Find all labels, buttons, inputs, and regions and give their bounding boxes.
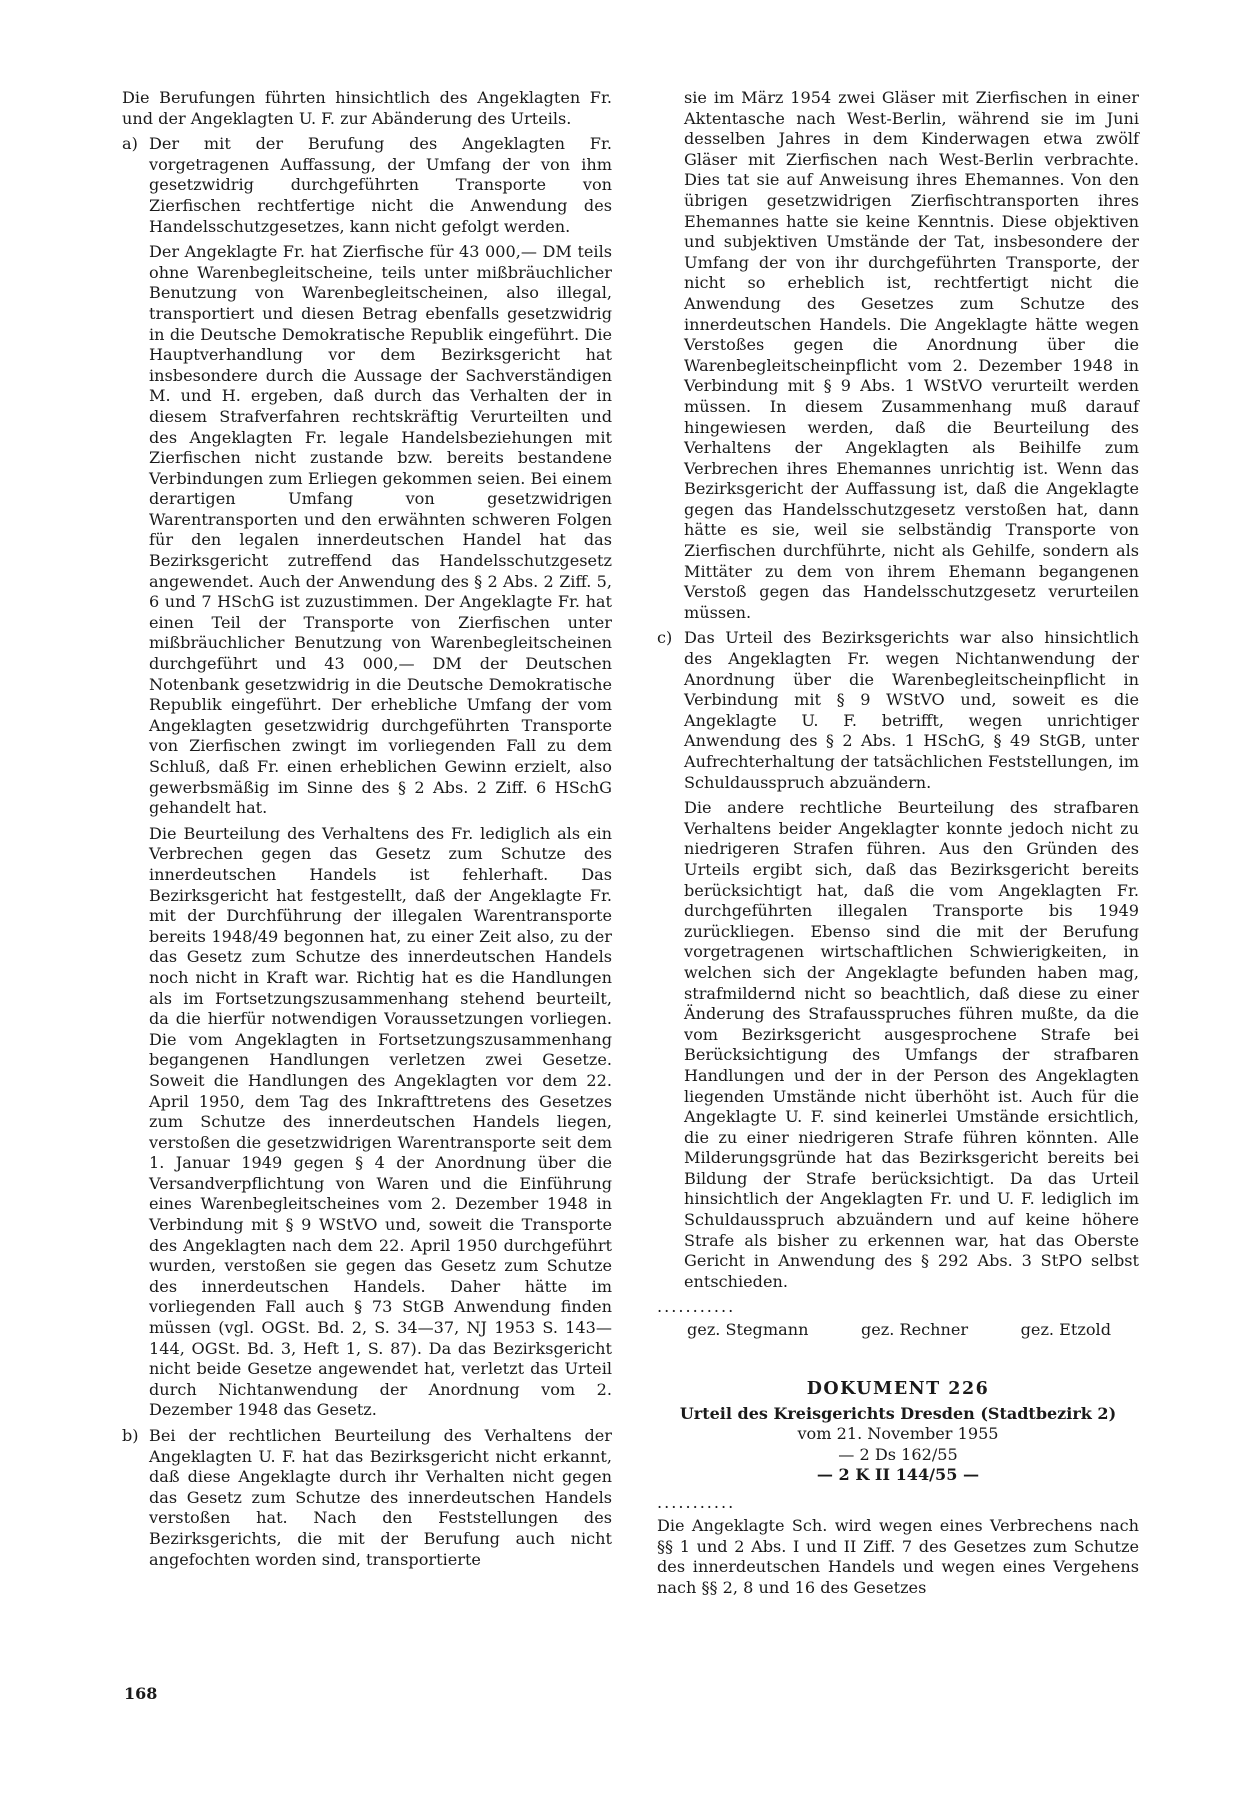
item-b-continuation — [684, 88, 1139, 623]
closing-paragraph: Die andere rechtliche Beurteilung des strafbaren Verhaltens beider Angeklagter konnte jedoch nicht zu niedrigeren Strafen führen. Aus den Gründen des Urteils ergibt sich, daß das Bezirksgericht bereits berücksichtigt hat, daß die vom Angeklagten Fr. durchgeführten illegalen Transporte bis 1949 zurückliegen. Ebenso sind die mit der Berufung vorgetragenen wirtschaftlichen Schwierigkeiten, in welchen sich der Angeklagte befunden haben mag, strafmildernd nicht so beachtlich, daß diese zu einer Änderung des Strafausspruches führen mußte, da die vom Bezirksgericht ausgesprochene Strafe bei Berücksichtigung des Umfangs der strafbaren Handlungen und der in der Person des Angeklagten liegenden Umstände nicht überhöht ist. Auch für die Angeklagte U. F. sind keinerlei Umstände ersichtlich, die zu einer niedrigeren Strafe führen könnten. Alle Milderungsgründe hat das Bezirksgericht bereits bei Bildung der Strafe berücksichtigt. Da das Urteil hinsichtlich der Angeklagten Fr. und U. F. lediglich im Schuldausspruch abzuändern und auf keine höhere Strafe als bisher zu erkennen war, hat das Oberste Gericht in Anwendung des § 292 Abs. 3 StPO selbst entschieden. — [684, 798, 1139, 1291]
signature-line — [657, 1320, 1139, 1341]
document-subtitle: Urteil des Kreisgerichts Dresden (Stadtbezirk 2) — [679, 1403, 1117, 1423]
ellipsis-divider-1: ........... — [657, 1297, 736, 1317]
document-title: DOKUMENT 226 — [806, 1379, 990, 1400]
item-c-paragraph-1: Das Urteil des Bezirksgerichts war also hinsichtlich des Angeklagten Fr. wegen Nichtanwendung der Anordnung über die Warenbegleitscheinpflicht in Verbindung mit § 9 WStVO und, soweit es die Angeklagte U. F. betrifft, wegen unrichtiger Anwendung des § 2 Abs. 1 HSchG, § 49 StGB, unter Aufrechterhaltung der tatsächlichen Feststellungen, im Schuldausspruch abzuändern. — [684, 628, 1139, 792]
document-heading — [657, 1379, 1139, 1486]
page-number: 168 — [124, 1684, 158, 1703]
item-c-label: c) — [657, 628, 673, 648]
final-paragraph: Die Angeklagte Sch. wird wegen eines Verbrechens nach §§ 1 und 2 Abs. I und II Ziff. 7 des Gesetzes zum Schutze des innerdeutschen Handels und wegen eines Vergehens nach §§ 2, 8 und 16 des Gesetzes — [657, 1516, 1139, 1597]
item-a-body — [149, 134, 612, 1421]
item-a — [122, 134, 612, 1421]
signature-etzold: gez. Etzold — [1020, 1320, 1111, 1340]
item-b-label: b) — [122, 1426, 139, 1445]
item-a-paragraph-3: Die Beurteilung des Verhaltens des Fr. lediglich als ein Verbrechen gegen das Gesetz zum Schutze des innerdeutschen Handels ist fehlerhaft. Das Bezirksgericht hat festgestellt, daß der Angeklagte Fr. mit der Durchführung der illegalen Warentransporte bereits 1948/49 begonnen hat, zu einer Zeit also, zu der das Gesetz zum Schutze des innerdeutschen Handels noch nicht in Kraft war. Richtig hat es die Handlungen als im Fortsetzungszusammenhang stehend beurteilt, da die hierfür notwendigen Voraussetzungen vorliegen. Die vom Angeklagten in Fortsetzungszusammenhang begangenen Handlungen verletzen zwei Gesetze. Soweit die Handlungen des Angeklagten vor dem 22. April 1950, dem Tag des Inkrafttretens des Gesetzes zum Schutze des innerdeutschen Handels liegen, verstoßen die gesetzwidrigen Warentransporte seit dem 1. Januar 1949 gegen § 4 der Anordnung über die Versandverpflichtung von Waren und die Einführung eines Warenbegleitscheines vom 2. Dezember 1948 in Verbindung mit § 9 WStVO und, soweit die Transporte des Angeklagten nach dem 22. April 1950 durchgeführt wurden, verstoßen sie gegen das Gesetz zum Schutze des innerdeutschen Handels. Daher hätte im vorliegenden Fall auch § 73 StGB Anwendung finden müssen (vgl. OGSt. Bd. 2, S. 34—37, NJ 1953 S. 143—144, OGSt. Bd. 3, Heft 1, S. 87). Da das Bezirksgericht nicht beide Gesetze angewendet hat, verletzt das Urteil durch Nichtanwendung der Anordnung vom 2. Dezember 1948 das Gesetz. — [149, 823, 612, 1420]
item-b-body — [149, 1426, 612, 1570]
item-a-paragraph-1: Der mit der Berufung des Angeklagten Fr. vorgetragenen Auffassung, der Umfang der von ihm gesetzwidrig durchgeführten Transporte von Zierfischen rechtfertige nicht die Anwendung des Handelsschutzgesetzes, kann nicht gefolgt werden. — [149, 134, 612, 236]
ellipsis-divider-2: ........... — [657, 1493, 736, 1512]
document-ref-2: — 2 K II 144/55 — — [816, 1465, 980, 1485]
right-column — [657, 88, 1139, 1598]
intro-paragraph: Die Berufungen führten hinsichtlich des Angeklagten Fr. und der Angeklagten U. F. zur Abänderung des Urteils. — [122, 88, 612, 128]
left-column — [122, 88, 612, 1575]
document-ref-1: — 2 Ds 162/55 — [838, 1444, 958, 1464]
item-a-label: a) — [122, 134, 138, 154]
signature-rechner: gez. Rechner — [860, 1320, 969, 1340]
signature-stegmann: gez. Stegmann — [687, 1320, 809, 1340]
item-b — [122, 1426, 612, 1570]
item-b-continuation-paragraph: sie im März 1954 zwei Gläser mit Zierfischen in einer Aktentasche nach West-Berlin, während sie im Juni desselben Jahres in dem Kinderwagen etwa zwölf Gläser mit Zierfischen nach West-Berlin verbrachte. Dies tat sie auf Anweisung ihres Ehemannes. Von den übrigen gesetzwidrigen Zierfischtransporten ihres Ehemannes hatte sie keine Kenntnis. Diese objektiven und subjektiven Umstände der Tat, insbesondere der Umfang der von ihr durchgeführten Transporte, der nicht so erheblich ist, rechtfertigt nicht die Anwendung des Gesetzes zum Schutze des innerdeutschen Handels. Die Angeklagte hätte wegen Verstoßes gegen die Anordnung über die Warenbegleitscheinpflicht vom 2. Dezember 1948 in Verbindung mit § 9 Abs. 1 WStVO verurteilt werden müssen. In diesem Zusammenhang muß darauf hingewiesen werden, daß die Beurteilung des Verhaltens der Angeklagten als Beihilfe zum Verbrechen ihres Ehemannes unrichtig ist. Wenn das Bezirksgericht der Auffassung ist, daß die Angeklagte gegen das Handelsschutzgesetz verstoßen hat, dann hätte es sie, weil sie selbständig Transporte von Zierfischen durchführte, nicht als Gehilfe, sondern als Mittäter zu dem von ihrem Ehemann begangenen Verstoß gegen das Handelsschutzgesetz verurteilen müssen. — [684, 88, 1139, 622]
item-c — [657, 628, 1139, 793]
item-a-paragraph-2: Der Angeklagte Fr. hat Zierfische für 43 000,— DM teils ohne Warenbegleitscheine, teils unter mißbräuchlicher Benutzung von Warenbegleitscheinen, also illegal, transportiert und diesen Betrag ebenfalls gesetzwidrig in die Deutsche Demokratische Republik eingeführt. Die Hauptverhandlung vor dem Bezirksgericht hat insbesondere durch die Aussage der Sachverständigen M. und H. ergeben, daß durch das Verhalten der in diesem Strafverfahren rechtskräftig Verurteilten und des Angeklagten Fr. legale Handelsbeziehungen mit Zierfischen nicht zustande bzw. bereits bestandene Verbindungen zum Erliegen gekommen seien. Bei einem derartigen Umfang von gesetzwidrigen Warentransporten und den erwähnten schweren Folgen für den legalen innerdeutschen Handel hat das Bezirksgericht zutreffend das Handelsschutzgesetz angewendet. Auch der Anwendung des § 2 Abs. 2 Ziff. 5, 6 und 7 HSchG ist zuzustimmen. Der Angeklagte Fr. hat einen Teil der Transporte von Zierfischen unter mißbräuchlicher Benutzung von Warenbegleitscheinen durchgeführt und 43 000,— DM der Deutschen Notenbank gesetzwidrig in die Deutsche Demokratische Republik eingeführt. Der erhebliche Umfang der vom Angeklagten gesetzwidrig durchgeführten Transporte von Zierfischen zwingt im vorliegenden Fall zu dem Schluß, daß Fr. einen erheblichen Gewinn erzielt, also gewerbsmäßig im Sinne des § 2 Abs. 2 Ziff. 6 HSchG gehandelt hat. — [149, 242, 612, 818]
item-c-body — [684, 628, 1139, 793]
item-b-paragraph-1: Bei der rechtlichen Beurteilung des Verhaltens der Angeklagten U. F. hat das Bezirksgericht nicht erkannt, daß diese Angeklagte durch ihr Verhalten nicht gegen das Gesetz zum Schutze des innerdeutschen Handels verstoßen hat. Nach den Feststellungen des Bezirksgerichts, die mit der Berufung auch nicht angefochten worden sind, transportierte — [149, 1426, 612, 1569]
closing-block — [684, 798, 1139, 1292]
document-date: vom 21. November 1955 — [797, 1424, 999, 1444]
